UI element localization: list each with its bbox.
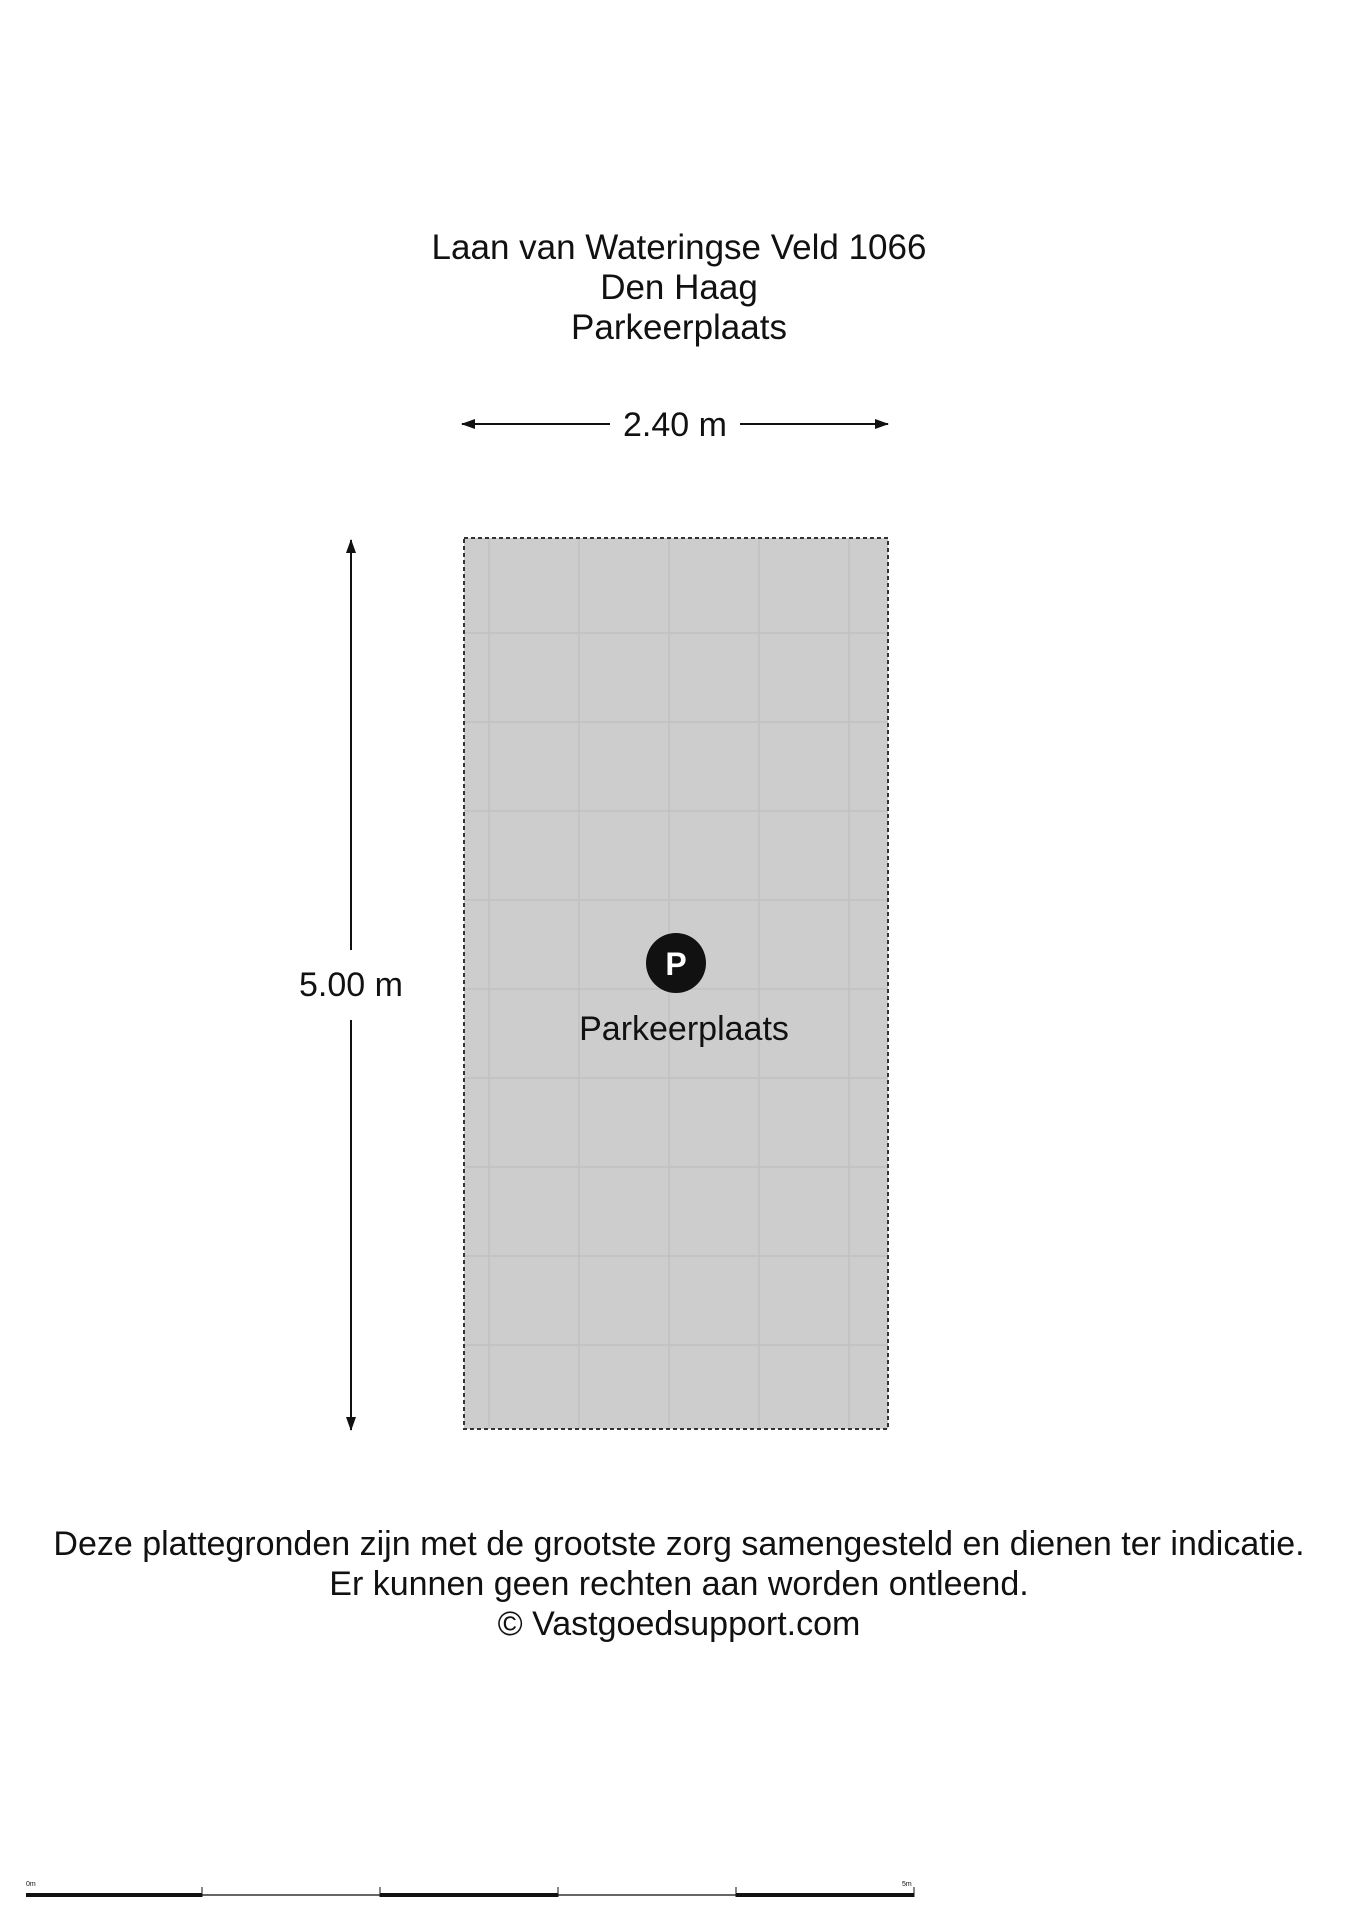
- parking-icon-letter: P: [665, 946, 687, 982]
- disclaimer-line-1: Deze plattegronden zijn met de grootste zorg samengesteld en dienen ter indicatie.: [53, 1525, 1305, 1563]
- width-label: 2.40 m: [623, 406, 727, 444]
- scale-segment-4: [558, 1894, 736, 1896]
- scale-segment-5: [736, 1893, 914, 1897]
- city-line: Den Haag: [600, 268, 758, 307]
- height-dimension: [299, 540, 403, 1430]
- copyright-line: © Vastgoedsupport.com: [497, 1605, 861, 1643]
- scale-segment-3: [380, 1893, 558, 1897]
- room-label: Parkeerplaats: [579, 1010, 789, 1048]
- floor-line: Parkeerplaats: [571, 308, 787, 347]
- scale-bar: [26, 1881, 914, 1897]
- disclaimer-block: [0, 1524, 1358, 1644]
- parking-icon: [646, 933, 706, 993]
- disclaimer-line-2: Er kunnen geen rechten aan worden ontleend.: [329, 1565, 1029, 1603]
- scale-end-label: 5m: [902, 1881, 912, 1888]
- scale-segment-2: [202, 1894, 380, 1896]
- width-dimension: [462, 406, 888, 444]
- height-label: 5.00 m: [299, 966, 403, 1004]
- scale-segment-1: [26, 1893, 202, 1897]
- address-line: Laan van Wateringse Veld 1066: [431, 228, 927, 267]
- scale-start-label: 0m: [26, 1881, 36, 1888]
